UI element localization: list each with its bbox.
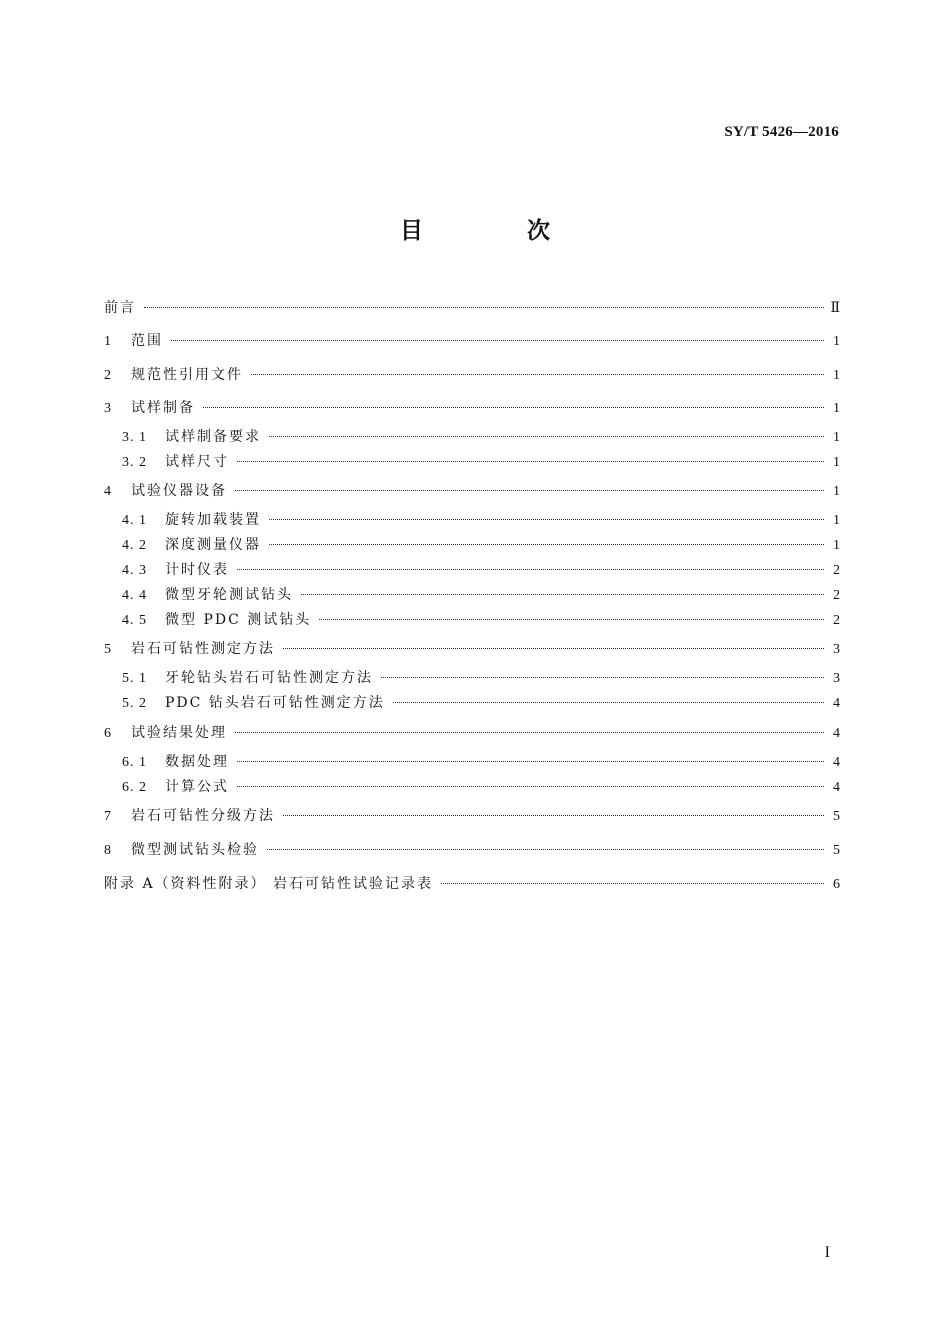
toc-entry[interactable] (104, 397, 840, 419)
toc-entry[interactable] (104, 297, 840, 319)
toc-entry-label: 数据处理 (165, 754, 229, 770)
toc-entry[interactable] (104, 330, 840, 352)
toc-entry-number: 6 (104, 726, 111, 741)
toc-entry-number: 5. 1 (122, 671, 147, 686)
toc-entry-number: 4. 1 (122, 513, 147, 528)
toc-entry-page: 4 (833, 696, 840, 711)
toc-entry[interactable] (104, 426, 840, 448)
toc-dot-leader (269, 436, 824, 437)
toc-entry[interactable] (104, 638, 840, 660)
toc-entry[interactable] (104, 776, 840, 798)
toc-entry[interactable] (104, 667, 840, 689)
toc-entry-page: 2 (833, 563, 840, 578)
toc-entry-number: 3 (104, 401, 111, 416)
toc-dot-leader (319, 619, 824, 620)
toc-entry-page: 3 (833, 642, 840, 657)
toc-entry[interactable] (104, 534, 840, 556)
toc-entry[interactable] (104, 584, 840, 606)
toc-entry-number: 5 (104, 642, 111, 657)
toc-entry-label: 微型测试钻头检验 (131, 842, 259, 858)
toc-entry-label: 前言 (104, 300, 136, 316)
toc-entry-page: Ⅱ (830, 301, 840, 316)
toc-entry-label: 试验结果处理 (131, 725, 227, 741)
toc-entry-number: 4 (104, 484, 111, 499)
toc-entry-label: 旋转加载装置 (165, 512, 261, 528)
toc-entry-page: 4 (833, 726, 840, 741)
toc-entry-number: 6. 2 (122, 780, 147, 795)
toc-entry[interactable] (104, 722, 840, 744)
toc-entry[interactable] (104, 609, 840, 631)
toc-entry-page: 1 (833, 538, 840, 553)
toc-entry[interactable] (104, 751, 840, 773)
toc-entry-page: 1 (833, 455, 840, 470)
toc-entry-label: 试样制备要求 (165, 429, 261, 445)
toc-dot-leader (235, 732, 824, 733)
toc-entry-number: 4. 2 (122, 538, 147, 553)
toc-entry-number: 4. 3 (122, 563, 147, 578)
toc-entry-label: 规范性引用文件 (131, 367, 243, 383)
toc-entry-label: 计算公式 (165, 779, 229, 795)
toc-entry-number: 5. 2 (122, 696, 147, 711)
toc-entry-label: 岩石可钻性分级方法 (131, 808, 275, 824)
toc-entry-label: 牙轮钻头岩石可钻性测定方法 (165, 670, 373, 686)
toc-entry-label: 深度测量仪器 (165, 537, 261, 553)
toc-entry-number: 3. 1 (122, 430, 147, 445)
toc-entry[interactable] (104, 805, 840, 827)
toc-entry-page: 1 (833, 368, 840, 383)
toc-entry-label: 岩石可钻性测定方法 (131, 641, 275, 657)
toc-dot-leader (301, 594, 824, 595)
toc-dot-leader (393, 702, 824, 703)
toc-entry-page: 1 (833, 430, 840, 445)
toc-entry-page: 6 (833, 877, 840, 892)
toc-entry-page: 2 (833, 613, 840, 628)
toc-entry-number: 3. 2 (122, 455, 147, 470)
toc-dot-leader (171, 340, 824, 341)
toc-entry-number: 8 (104, 843, 111, 858)
toc-entry[interactable] (104, 451, 840, 473)
toc-entry-page: 1 (833, 334, 840, 349)
toc-entry-label: 范围 (131, 333, 163, 349)
toc-entry-label: 试验仪器设备 (131, 483, 227, 499)
toc-entry-label: 试样制备 (131, 400, 195, 416)
toc-entry[interactable] (104, 364, 840, 386)
toc-entry-number: 4. 4 (122, 588, 147, 603)
toc-entry-label: PDC 钻头岩石可钻性测定方法 (165, 695, 385, 711)
toc-entry-page: 1 (833, 401, 840, 416)
page-number: I (824, 1244, 830, 1261)
toc-entry-number: 6. 1 (122, 755, 147, 770)
toc-entry-number: 2 (104, 368, 111, 383)
toc-entry[interactable] (104, 873, 840, 895)
standard-code: SY/T 5426—2016 (724, 124, 839, 140)
toc-dot-leader (144, 307, 824, 308)
toc-entry-number: 1 (104, 334, 111, 349)
toc-entry-page: 1 (833, 484, 840, 499)
toc-entry[interactable] (104, 839, 840, 861)
toc-dot-leader (237, 761, 824, 762)
toc-entry[interactable] (104, 480, 840, 502)
toc-entry-page: 1 (833, 513, 840, 528)
toc-entry-label: 微型牙轮测试钻头 (165, 587, 293, 603)
toc-dot-leader (237, 569, 824, 570)
toc-entry-label: 计时仪表 (165, 562, 229, 578)
toc-entry[interactable] (104, 559, 840, 581)
toc-entry-number: 4. 5 (122, 613, 147, 628)
toc-dot-leader (251, 374, 824, 375)
toc-entry-label: 试样尺寸 (165, 454, 229, 470)
toc-entry-page: 3 (833, 671, 840, 686)
toc-entry[interactable] (104, 509, 840, 531)
toc-entry-label: 附录 A（资料性附录） 岩石可钻性试验记录表 (104, 876, 434, 892)
toc-dot-leader (237, 461, 824, 462)
toc-entry-label: 微型 PDC 测试钻头 (165, 612, 312, 628)
toc-dot-leader (283, 815, 824, 816)
toc-entry[interactable] (104, 692, 840, 714)
toc-dot-leader (237, 786, 824, 787)
toc-dot-leader (269, 519, 824, 520)
toc-entry-page: 4 (833, 755, 840, 770)
toc-entry-page: 5 (833, 809, 840, 824)
toc-entry-page: 4 (833, 780, 840, 795)
toc-dot-leader (381, 677, 824, 678)
toc-dot-leader (269, 544, 824, 545)
toc-dot-leader (203, 407, 824, 408)
page-title: 目 次 (399, 218, 598, 244)
toc-entry-page: 2 (833, 588, 840, 603)
toc-dot-leader (235, 490, 824, 491)
toc-dot-leader (441, 883, 824, 884)
toc-dot-leader (283, 648, 824, 649)
toc-entry-number: 7 (104, 809, 111, 824)
toc-dot-leader (267, 849, 824, 850)
toc-entry-page: 5 (833, 843, 840, 858)
